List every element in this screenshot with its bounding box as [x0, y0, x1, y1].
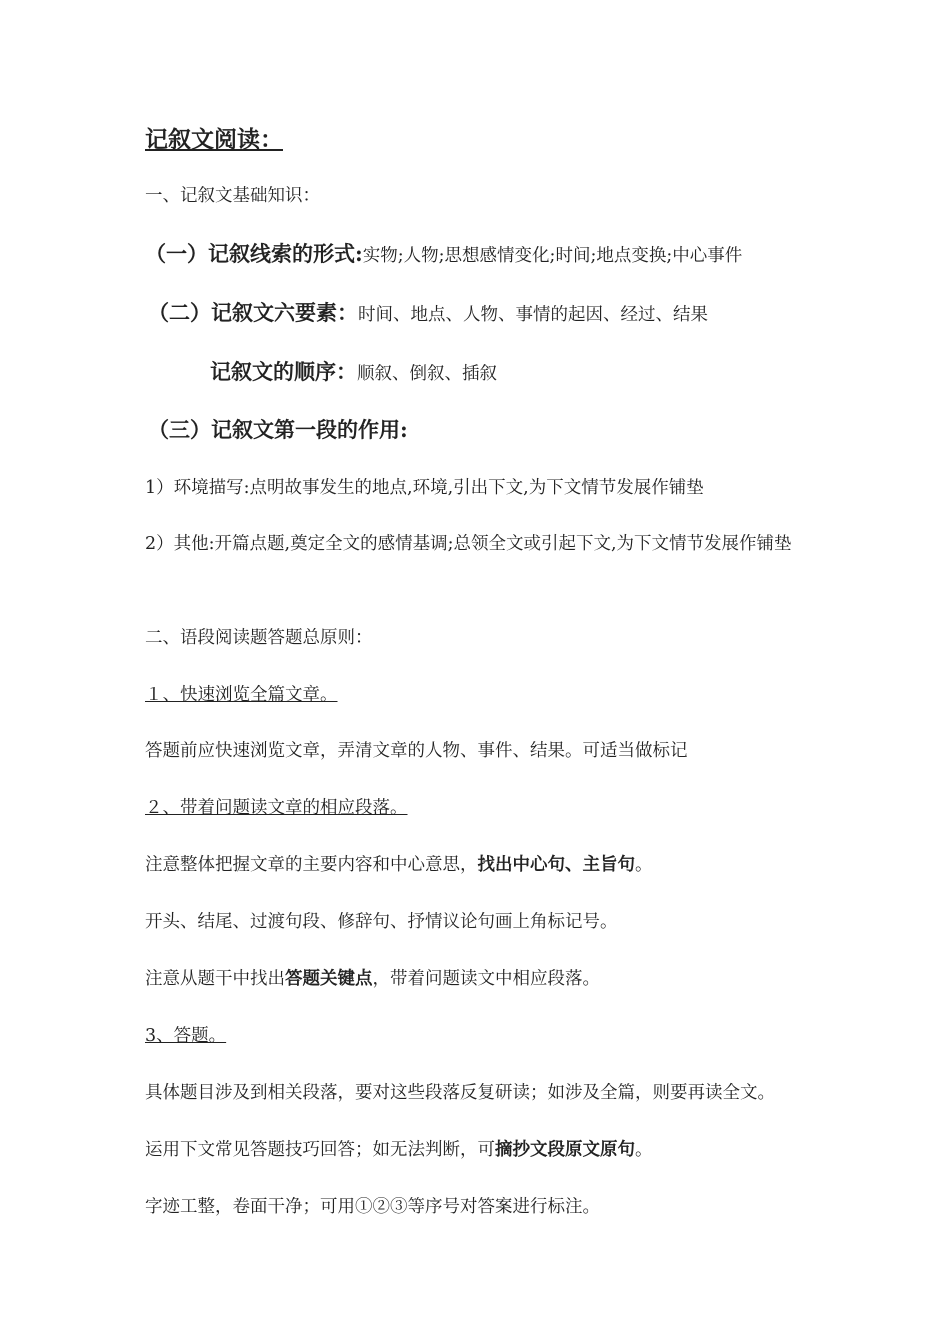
- item-clue-forms: [145, 240, 742, 268]
- step-three-text-b-bold: 摘抄文段原文原句: [495, 1140, 635, 1160]
- step-three-text-b-post: 。: [635, 1140, 653, 1160]
- item-narrative-order-text: 顺叙、倒叙、插叙: [357, 364, 497, 384]
- item-clue-forms-label: （一）记叙线索的形式:: [145, 241, 363, 266]
- step-two-text-a-end: 。: [635, 855, 653, 875]
- step-three-text-b-pre: 运用下文常见答题技巧回答；如无法判断，可: [145, 1140, 495, 1160]
- step-one-heading: １、快速浏览全篇文章。: [145, 685, 338, 705]
- step-two-text-c-post: ，带着问题读文中相应段落。: [372, 969, 600, 989]
- step-two-text-c-bold: 答题关键点: [285, 969, 373, 989]
- step-two-text-a: [145, 853, 653, 877]
- item-first-paragraph-label: （三）记叙文第一段的作用:: [148, 417, 408, 442]
- item-six-elements-text: 时间、地点、人物、事情的起因、经过、结果: [358, 305, 708, 325]
- paragraph-environment: 1）环境描写:点明故事发生的地点,环境,引出下文,为下文情节发展作铺垫: [145, 478, 704, 498]
- section-heading-principles: 二、语段阅读题答题总原则：: [145, 628, 373, 648]
- item-first-paragraph: [148, 416, 408, 444]
- item-six-elements-label: （二）记叙文六要素：: [148, 300, 358, 325]
- item-narrative-order: [210, 358, 497, 386]
- step-two-text-b: 开头、结尾、过渡句段、修辞句、抒情议论句画上角标记号。: [145, 912, 618, 932]
- step-two-text-c: [145, 967, 600, 991]
- step-two-text-a-start: 注意整体把握文章的主要内容和中心意思，: [145, 855, 478, 875]
- step-one-text: 答题前应快速浏览文章，弄清文章的人物、事件、结果。可适当做标记: [145, 741, 688, 761]
- step-three-text-b: [145, 1138, 653, 1162]
- item-narrative-order-label: 记叙文的顺序：: [210, 359, 357, 384]
- document-title: 记叙文阅读：: [145, 126, 283, 153]
- section-heading-basics: 一、记叙文基础知识：: [145, 186, 320, 206]
- item-six-elements: [148, 299, 708, 327]
- step-three-text-a: 具体题目涉及到相关段落，要对这些段落反复研读；如涉及全篇，则要再读全文。: [145, 1083, 775, 1103]
- step-two-text-c-pre: 注意从题干中找出: [145, 969, 285, 989]
- step-two-text-a-bold: 找出中心句、主旨句: [477, 855, 635, 875]
- step-three-text-c: 字迹工整，卷面干净；可用①②③等序号对答案进行标注。: [145, 1197, 600, 1217]
- step-three-heading: 3、答题。: [145, 1026, 227, 1046]
- step-two-heading: ２、带着问题读文章的相应段落。: [145, 798, 408, 818]
- paragraph-other: 2）其他:开篇点题,奠定全文的感情基调;总领全文或引起下文,为下文情节发展作铺垫: [145, 534, 792, 554]
- item-clue-forms-text: 实物;人物;思想感情变化;时间;地点变换;中心事件: [362, 246, 743, 266]
